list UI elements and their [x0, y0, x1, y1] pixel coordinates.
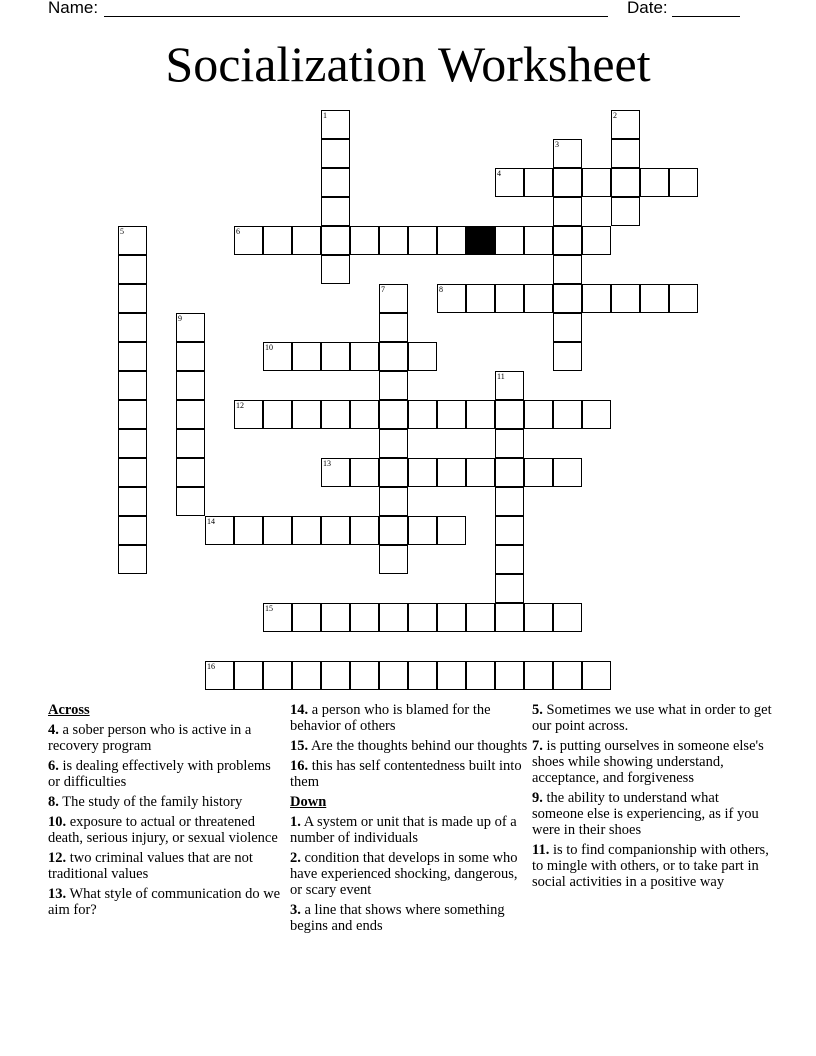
- clue-item-number: 14.: [290, 702, 309, 718]
- grid-cell[interactable]: [350, 661, 379, 690]
- grid-cell[interactable]: [292, 400, 321, 429]
- clue-item-text: a sober person who is active in a recovery program: [48, 722, 252, 754]
- clue-number: 4: [497, 169, 501, 178]
- clue-item-text: condition that develops in some who have experienced shocking, dangerous, or scary event: [290, 850, 518, 898]
- grid-cell[interactable]: [553, 284, 582, 313]
- clue-item: [48, 814, 283, 846]
- grid-cell[interactable]: [495, 226, 524, 255]
- grid-cell[interactable]: [118, 429, 147, 458]
- grid-cell[interactable]: [408, 603, 437, 632]
- grid-cell[interactable]: [118, 458, 147, 487]
- grid-cell[interactable]: [321, 661, 350, 690]
- grid-cell[interactable]: [495, 371, 524, 400]
- grid-cell[interactable]: [234, 400, 263, 429]
- grid-cell[interactable]: [176, 400, 205, 429]
- grid-cell[interactable]: [408, 400, 437, 429]
- clue-item-number: 12.: [48, 850, 67, 866]
- grid-cell[interactable]: [379, 516, 408, 545]
- grid-cell[interactable]: [118, 516, 147, 545]
- clue-item-number: 1.: [290, 814, 301, 830]
- grid-cell[interactable]: [437, 284, 466, 313]
- grid-cell[interactable]: [582, 284, 611, 313]
- clue-number: 7: [381, 285, 385, 294]
- clue-item: [532, 738, 772, 786]
- grid-cell[interactable]: [118, 226, 147, 255]
- clue-item-text: is dealing effectively with problems or difficulties: [48, 758, 271, 790]
- grid-cell[interactable]: [263, 342, 292, 371]
- grid-cell[interactable]: [611, 168, 640, 197]
- grid-cell[interactable]: [379, 429, 408, 458]
- clue-item: [48, 794, 283, 810]
- clue-item: [290, 902, 530, 934]
- grid-cell[interactable]: [118, 400, 147, 429]
- clues-column-2: [290, 702, 530, 938]
- grid-cell[interactable]: [292, 661, 321, 690]
- grid-cell[interactable]: [379, 487, 408, 516]
- grid-cell[interactable]: [379, 603, 408, 632]
- grid-cell[interactable]: [553, 226, 582, 255]
- grid-cell[interactable]: [350, 516, 379, 545]
- clue-number: 9: [178, 314, 182, 323]
- grid-cell[interactable]: [437, 226, 466, 255]
- grid-cell[interactable]: [408, 516, 437, 545]
- grid-cell[interactable]: [669, 168, 698, 197]
- grid-cell[interactable]: [350, 458, 379, 487]
- grid-cell[interactable]: [582, 400, 611, 429]
- grid-cell[interactable]: [640, 284, 669, 313]
- clue-item-number: 6.: [48, 758, 59, 774]
- clue-number: 2: [613, 111, 617, 120]
- clues-column-1: [48, 702, 283, 922]
- grid-cell[interactable]: [263, 400, 292, 429]
- clue-item-text: is to find companionship with others, to mingle with others, or to take part in social activities in a positive way: [532, 842, 769, 890]
- grid-cell[interactable]: [321, 226, 350, 255]
- grid-cell[interactable]: [379, 371, 408, 400]
- grid-cell[interactable]: [466, 661, 495, 690]
- clue-number: 6: [236, 227, 240, 236]
- grid-cell[interactable]: [437, 516, 466, 545]
- clue-item: [532, 842, 772, 890]
- grid-cell[interactable]: [118, 487, 147, 516]
- clue-item-text: The study of the family history: [62, 794, 243, 810]
- grid-cell[interactable]: [350, 603, 379, 632]
- grid-cell[interactable]: [118, 284, 147, 313]
- clue-number: 8: [439, 285, 443, 294]
- grid-cell[interactable]: [321, 255, 350, 284]
- clue-item: [48, 722, 283, 754]
- clue-item-text: exposure to actual or threatened death, serious injury, or sexual violence: [48, 814, 278, 846]
- clue-item-text: this has self contentedness built into them: [290, 758, 522, 790]
- black-cell: [466, 226, 495, 255]
- clue-item: [290, 814, 530, 846]
- grid-cell[interactable]: [350, 342, 379, 371]
- grid-cell[interactable]: [495, 168, 524, 197]
- grid-cell[interactable]: [408, 226, 437, 255]
- clue-item-number: 9.: [532, 790, 543, 806]
- clue-number: 11: [497, 372, 505, 381]
- clue-number: 3: [555, 140, 559, 149]
- grid-cell[interactable]: [437, 603, 466, 632]
- grid-cell[interactable]: [553, 255, 582, 284]
- grid-cell[interactable]: [553, 313, 582, 342]
- clue-item: [532, 790, 772, 838]
- grid-cell[interactable]: [611, 110, 640, 139]
- clue-item-number: 5.: [532, 702, 543, 718]
- clue-item: [290, 758, 530, 790]
- grid-cell[interactable]: [495, 516, 524, 545]
- grid-cell[interactable]: [176, 429, 205, 458]
- clue-item-text: two criminal values that are not traditional values: [48, 850, 253, 882]
- grid-cell[interactable]: [292, 226, 321, 255]
- clue-item-number: 2.: [290, 850, 301, 866]
- clue-item-number: 16.: [290, 758, 309, 774]
- grid-cell[interactable]: [292, 603, 321, 632]
- grid-cell[interactable]: [176, 371, 205, 400]
- clue-number: 1: [323, 111, 327, 120]
- grid-cell[interactable]: [524, 400, 553, 429]
- grid-cell[interactable]: [205, 661, 234, 690]
- grid-cell[interactable]: [582, 661, 611, 690]
- clue-number: 15: [265, 604, 273, 613]
- grid-cell[interactable]: [524, 603, 553, 632]
- grid-cell[interactable]: [350, 400, 379, 429]
- grid-cell[interactable]: [524, 661, 553, 690]
- grid-cell[interactable]: [437, 458, 466, 487]
- grid-cell[interactable]: [176, 487, 205, 516]
- grid-cell[interactable]: [321, 197, 350, 226]
- grid-cell[interactable]: [118, 313, 147, 342]
- grid-cell[interactable]: [466, 400, 495, 429]
- grid-cell[interactable]: [263, 661, 292, 690]
- grid-cell[interactable]: [408, 458, 437, 487]
- grid-cell[interactable]: [495, 574, 524, 603]
- grid-cell[interactable]: [321, 139, 350, 168]
- clue-item-text: a line that shows where something begins and ends: [290, 902, 505, 934]
- clue-item: [48, 886, 283, 918]
- grid-cell[interactable]: [379, 284, 408, 313]
- grid-cell[interactable]: [553, 400, 582, 429]
- grid-cell[interactable]: [669, 284, 698, 313]
- grid-cell[interactable]: [495, 458, 524, 487]
- grid-cell[interactable]: [118, 342, 147, 371]
- grid-cell[interactable]: [437, 400, 466, 429]
- grid-cell[interactable]: [321, 603, 350, 632]
- grid-cell[interactable]: [379, 342, 408, 371]
- clue-item-number: 3.: [290, 902, 301, 918]
- grid-cell[interactable]: [466, 603, 495, 632]
- grid-cell[interactable]: [553, 342, 582, 371]
- clue-number: 12: [236, 401, 244, 410]
- grid-cell[interactable]: [379, 458, 408, 487]
- clues-column-3: [532, 702, 772, 894]
- grid-cell[interactable]: [263, 516, 292, 545]
- grid-cell[interactable]: [524, 168, 553, 197]
- clue-item-number: 15.: [290, 738, 309, 754]
- clue-item-text: Sometimes we use what in order to get our point across.: [532, 702, 772, 734]
- grid-cell[interactable]: [321, 168, 350, 197]
- grid-cell[interactable]: [524, 458, 553, 487]
- grid-cell[interactable]: [176, 342, 205, 371]
- page-title: Socialization Worksheet: [165, 36, 651, 92]
- down-heading: Down: [290, 794, 327, 810]
- grid-cell[interactable]: [292, 342, 321, 371]
- clue-item: [290, 850, 530, 898]
- grid-cell[interactable]: [553, 458, 582, 487]
- clue-number: 13: [323, 459, 331, 468]
- clue-item-number: 7.: [532, 738, 543, 754]
- clue-item-text: A system or unit that is made up of a number of individuals: [290, 814, 517, 846]
- clue-item-number: 4.: [48, 722, 59, 738]
- grid-cell[interactable]: [263, 226, 292, 255]
- grid-cell[interactable]: [611, 139, 640, 168]
- grid-cell[interactable]: [321, 458, 350, 487]
- grid-cell[interactable]: [582, 168, 611, 197]
- grid-cell[interactable]: [263, 603, 292, 632]
- clue-item-text: is putting ourselves in someone else's shoes while showing understand, acceptance, and forgiveness: [532, 738, 764, 786]
- grid-cell[interactable]: [553, 197, 582, 226]
- grid-cell[interactable]: [640, 168, 669, 197]
- grid-cell[interactable]: [495, 545, 524, 574]
- grid-cell[interactable]: [611, 197, 640, 226]
- grid-cell[interactable]: [379, 400, 408, 429]
- date-label: Date:: [627, 0, 668, 17]
- clue-item: [532, 702, 772, 734]
- grid-cell[interactable]: [495, 429, 524, 458]
- grid-cell[interactable]: [350, 226, 379, 255]
- grid-cell[interactable]: [379, 313, 408, 342]
- clue-item: [290, 738, 530, 754]
- grid-cell[interactable]: [495, 284, 524, 313]
- clue-number: 14: [207, 517, 215, 526]
- grid-cell[interactable]: [118, 371, 147, 400]
- grid-cell[interactable]: [118, 545, 147, 574]
- grid-cell[interactable]: [321, 400, 350, 429]
- grid-cell[interactable]: [582, 226, 611, 255]
- clue-item: [48, 850, 283, 882]
- name-label: Name:: [48, 0, 99, 17]
- clue-number: 16: [207, 662, 215, 671]
- clue-item-number: 10.: [48, 814, 67, 830]
- clue-item-text: Are the thoughts behind our thoughts: [310, 738, 528, 754]
- grid-cell[interactable]: [495, 400, 524, 429]
- grid-cell[interactable]: [553, 139, 582, 168]
- grid-cell[interactable]: [176, 313, 205, 342]
- clue-item-number: 11.: [532, 842, 550, 858]
- grid-cell[interactable]: [495, 487, 524, 516]
- grid-cell[interactable]: [205, 516, 234, 545]
- clue-item-number: 13.: [48, 886, 67, 902]
- grid-cell[interactable]: [495, 661, 524, 690]
- grid-cell[interactable]: [118, 255, 147, 284]
- grid-cell[interactable]: [553, 661, 582, 690]
- grid-cell[interactable]: [408, 342, 437, 371]
- grid-cell[interactable]: [176, 458, 205, 487]
- clue-item: [48, 758, 283, 790]
- grid-cell[interactable]: [379, 545, 408, 574]
- grid-cell[interactable]: [379, 661, 408, 690]
- grid-cell[interactable]: [379, 226, 408, 255]
- grid-cell[interactable]: [234, 226, 263, 255]
- grid-cell[interactable]: [553, 168, 582, 197]
- grid-cell[interactable]: [437, 661, 466, 690]
- clue-item-text: the ability to understand what someone else is experiencing, as if you were in their shoes: [532, 790, 759, 838]
- grid-cell[interactable]: [495, 603, 524, 632]
- grid-cell[interactable]: [553, 603, 582, 632]
- across-heading: Across: [48, 702, 90, 718]
- grid-cell[interactable]: [321, 516, 350, 545]
- grid-cell[interactable]: [321, 342, 350, 371]
- grid-cell[interactable]: [234, 516, 263, 545]
- clue-number: 10: [265, 343, 273, 352]
- grid-cell[interactable]: [466, 458, 495, 487]
- grid-cell[interactable]: [466, 284, 495, 313]
- clue-number: 5: [120, 227, 124, 236]
- grid-cell[interactable]: [611, 284, 640, 313]
- grid-cell[interactable]: [321, 110, 350, 139]
- grid-cell[interactable]: [524, 284, 553, 313]
- clue-item: [290, 702, 530, 734]
- clue-item-text: What style of communication do we aim for?: [48, 886, 281, 918]
- grid-cell[interactable]: [524, 226, 553, 255]
- clue-item-number: 8.: [48, 794, 59, 810]
- grid-cell[interactable]: [408, 661, 437, 690]
- clue-item-text: a person who is blamed for the behavior of others: [290, 702, 491, 734]
- grid-cell[interactable]: [234, 661, 263, 690]
- grid-cell[interactable]: [292, 516, 321, 545]
